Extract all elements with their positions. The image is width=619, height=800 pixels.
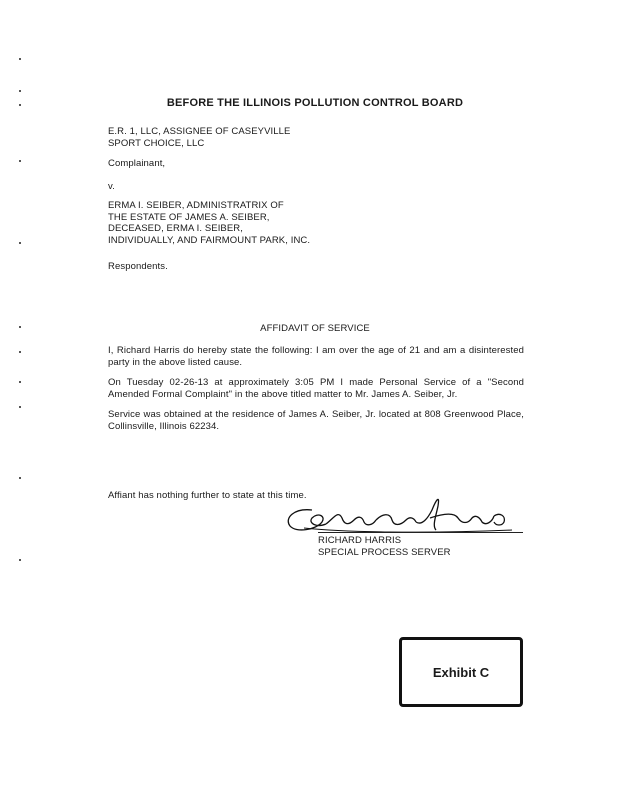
affidavit-paragraph: On Tuesday 02-26-13 at approximately 3:05 PM I made Personal Service of a "Second Amended Formal Complaint" in the above titled matter to Mr. James A. Seiber, Jr. [108, 377, 524, 400]
handwritten-signature [282, 488, 522, 538]
respondent-role: Respondents. [108, 261, 168, 272]
margin-mark [19, 381, 21, 383]
margin-mark [19, 90, 21, 92]
complainant-line: E.R. 1, LLC, ASSIGNEE OF CASEYVILLE [108, 126, 291, 137]
margin-mark [19, 477, 21, 479]
respondent-line: ERMA I. SEIBER, ADMINISTRATRIX OF [108, 200, 284, 211]
margin-mark [19, 104, 21, 106]
respondent-block [108, 200, 428, 246]
versus-label: v. [108, 181, 115, 192]
margin-mark [19, 160, 21, 162]
signer-name: RICHARD HARRIS [318, 535, 402, 546]
affidavit-paragraph: Service was obtained at the residence of James A. Seiber, Jr. located at 808 Greenwood Place, Collinsville, Illinois 62234. [108, 409, 524, 432]
signer-title: SPECIAL PROCESS SERVER [318, 546, 451, 558]
respondent-line: DECEASED, ERMA I. SEIBER, [108, 223, 244, 234]
complainant-role: Complainant, [108, 158, 166, 169]
affidavit-closing: Affiant has nothing further to state at this time. [108, 490, 307, 501]
signature-line [318, 532, 523, 533]
respondent-line: INDIVIDUALLY, AND FAIRMOUNT PARK, INC. [108, 234, 311, 246]
affidavit-paragraph: I, Richard Harris do hereby state the following: I am over the age of 21 and am a disinterested party in the above listed cause. [108, 345, 524, 368]
margin-mark [19, 351, 21, 353]
respondent-line: THE ESTATE OF JAMES A. SEIBER, [108, 211, 270, 223]
signature-block [318, 535, 538, 558]
exhibit-label: Exhibit C [432, 664, 490, 680]
margin-mark [19, 406, 21, 408]
complainant-line: SPORT CHOICE, LLC [108, 137, 205, 149]
margin-mark [19, 58, 21, 60]
margin-mark [19, 559, 21, 561]
margin-mark [19, 326, 21, 328]
affidavit-title: AFFIDAVIT OF SERVICE [260, 323, 370, 334]
margin-mark [19, 242, 21, 244]
complainant-block [108, 126, 408, 149]
exhibit-box [399, 637, 523, 707]
page-title: BEFORE THE ILLINOIS POLLUTION CONTROL BOARD [166, 97, 464, 109]
